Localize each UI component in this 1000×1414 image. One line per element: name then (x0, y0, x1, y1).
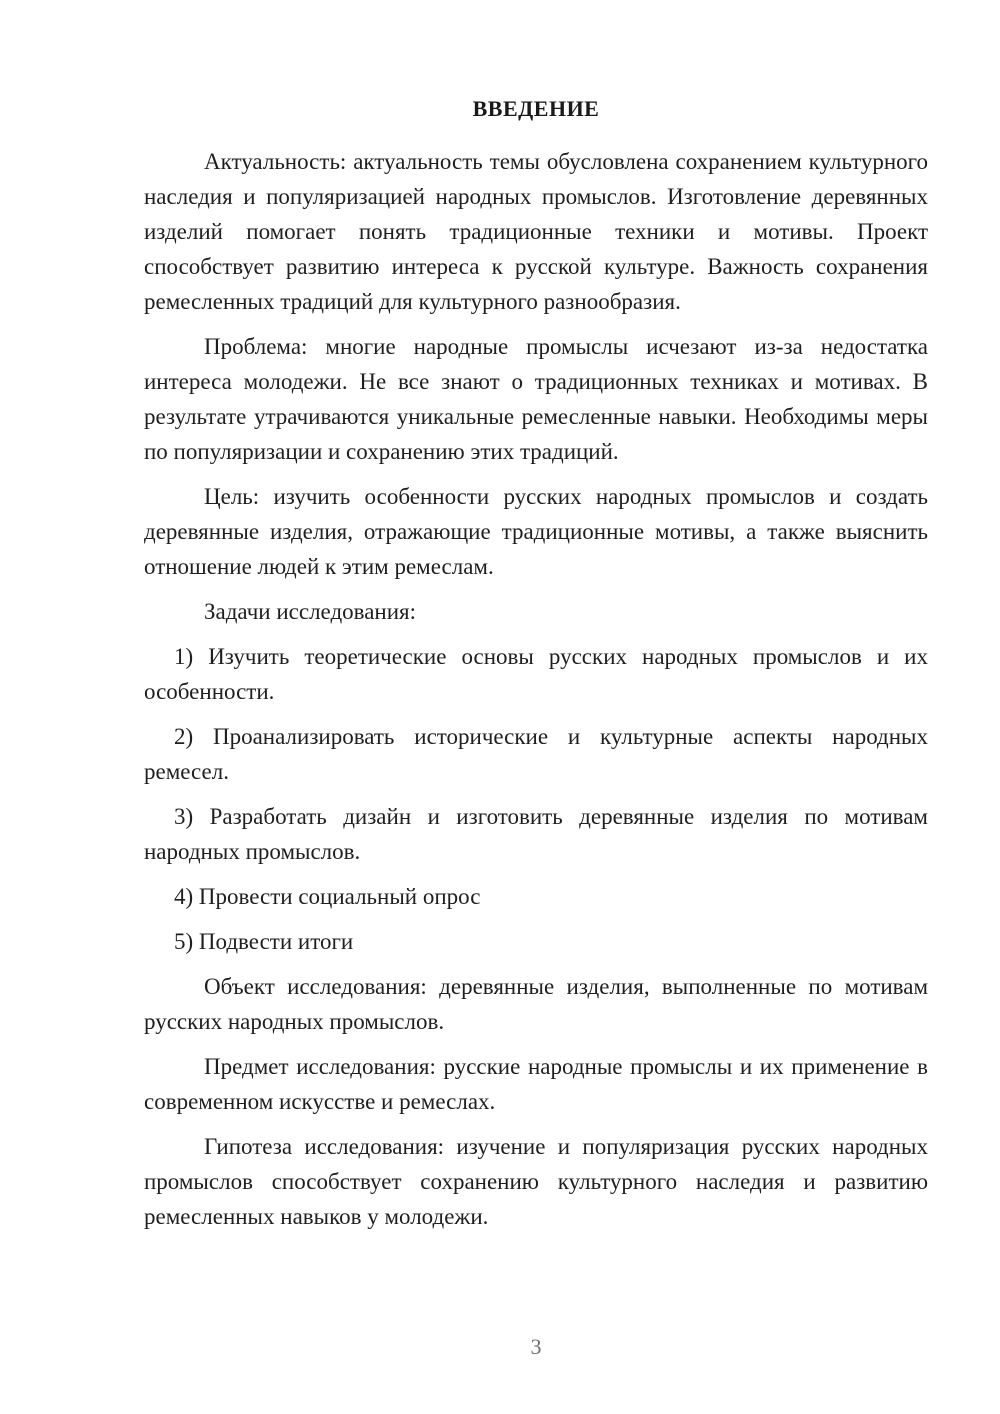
object-paragraph: Объект исследования: деревянные изделия, выполненные по мотивам русских народных промыслов. (144, 974, 928, 1034)
relevance-paragraph: Актуальность: актуальность темы обусловлена сохранением культурного наследия и популяризацией народных промыслов. Изготовление деревянных изделий помогает понять традиционные техники и мотивы. Проект способствует развитию интереса к русской культуре. Важность сохранения ремесленных традиций для культурного разнообразия. (144, 149, 928, 314)
subject-paragraph: Предмет исследования: русские народные промыслы и их применение в современном искусстве и ремеслах. (144, 1054, 928, 1114)
section-heading: ВВЕДЕНИЕ (472, 96, 600, 121)
task-item-4: 4) Провести социальный опрос (174, 884, 481, 909)
goal-paragraph: Цель: изучить особенности русских народных промыслов и создать деревянные изделия, отражающие традиционные мотивы, а также выяснить отношение людей к этим ремеслам. (144, 484, 928, 579)
task-item-5: 5) Подвести итоги (174, 929, 354, 954)
tasks-title: Задачи исследования: (204, 599, 417, 624)
task-item-2: 2) Проанализировать исторические и культурные аспекты народных ремесел. (144, 724, 928, 784)
document-body (144, 144, 928, 1244)
problem-paragraph: Проблема: многие народные промыслы исчезают из-за недостатка интереса молодежи. Не все знают о традиционных техниках и мотивах. В результате утрачиваются уникальные ремесленные навыки. Необходимы меры по популяризации и сохранению этих традиций. (144, 334, 928, 464)
page-number: 3 (530, 1334, 542, 1359)
task-item-3: 3) Разработать дизайн и изготовить деревянные изделия по мотивам народных промыслов. (144, 804, 928, 864)
task-item-1: 1) Изучить теоретические основы русских народных промыслов и их особенности. (144, 644, 928, 704)
hypothesis-paragraph: Гипотеза исследования: изучение и популяризация русских народных промыслов способствует сохранению культурного наследия и развитию ремесленных навыков у молодежи. (144, 1134, 928, 1229)
